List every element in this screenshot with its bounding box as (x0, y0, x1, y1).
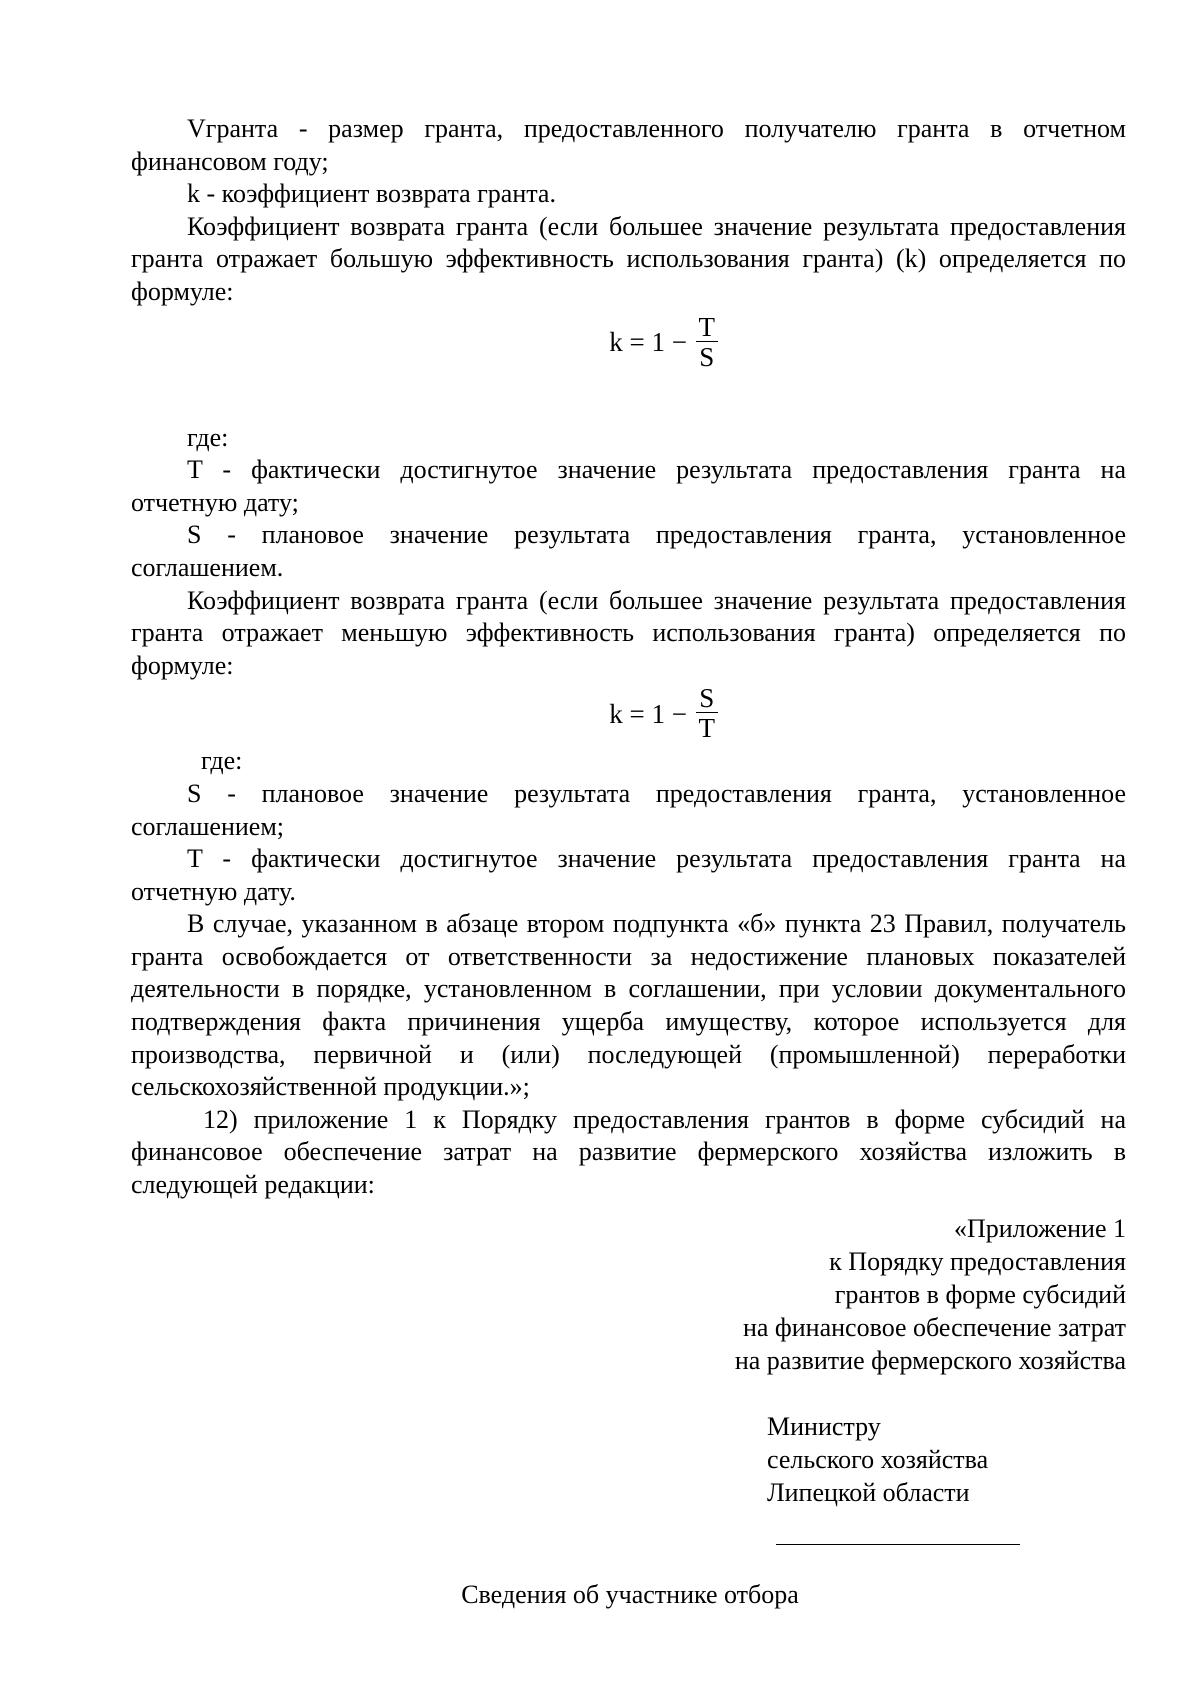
paragraph-coefficient-greater: Коэффициент возврата гранта (если большее значение результата предоставления гранта отражает большую эффективность использования гранта) (k) определяется по формуле: (131, 211, 1126, 306)
where-label: где: (187, 422, 229, 452)
fraction-numerator: T (698, 311, 715, 342)
appendix-line: на развитие фермерского хозяйства (734, 1346, 1126, 1375)
document-body (131, 113, 1126, 1202)
section-heading: Сведения об участнике отбора (461, 1580, 799, 1609)
appendix-line: на финансовое обеспечение затрат (742, 1313, 1126, 1342)
paragraph-s-definition: S - плановое значение результата предоставления гранта, установленное соглашением; (131, 778, 1126, 841)
appendix-line: к Порядку предоставления (829, 1247, 1126, 1276)
fraction-denominator: S (699, 341, 715, 372)
addressee-line: сельского хозяйства (767, 1445, 989, 1474)
paragraph-s-definition: S - плановое значение результата предоставления гранта, установленное соглашением. (131, 520, 1126, 582)
paragraph-t-definition: T - фактически достигнутое значение результата предоставления гранта на отчетную дату; (131, 455, 1126, 517)
formula-lhs: k = 1 − (609, 698, 694, 729)
fraction-denominator: T (698, 713, 715, 744)
formula-k-t-over-s (201, 313, 1126, 372)
addressee-line: Липецкой области (767, 1478, 970, 1507)
addressee-block (767, 1410, 988, 1509)
paragraph-t-definition: T - фактически достигнутое значение результата предоставления гранта на отчетную дату. (131, 844, 1126, 906)
fraction-numerator: S (699, 683, 715, 714)
fraction (696, 313, 718, 372)
paragraph-vgranta: Vгранта - размер гранта, предоставленного получателю гранта в отчетном финансовом году; (131, 114, 1126, 176)
signature-line (776, 1544, 1020, 1545)
fraction (696, 684, 718, 743)
formula-k-s-over-t (201, 684, 1126, 743)
paragraph-exemption: В случае, указанном в абзаце втором подпункта «б» пункта 23 Правил, получатель гранта освобождается от ответственности за недостижение плановых показателей деятельности в порядке, установленном в соглашении, при условии документального подтверждения факта причинения ущерба имуществу, которое используется для производства, первичной и (или) последующей (промышленной) переработки сельскохозяйственной продукции.»; (131, 909, 1126, 1102)
appendix-line: «Приложение 1 (953, 1214, 1126, 1243)
paragraph-k-definition: k - коэффициент возврата гранта. (187, 179, 556, 209)
where-label: где: (201, 746, 243, 776)
paragraph-item-12: 12) приложение 1 к Порядку предоставления грантов в форме субсидий на финансовое обеспечение затрат на развитие фермерского хозяйства изложить в следующей редакции: (131, 1104, 1126, 1200)
addressee-line: Министру (767, 1412, 881, 1441)
paragraph-coefficient-lesser: Коэффициент возврата гранта (если большее значение результата предоставления гранта отражает меньшую эффективность использования гранта) определяется по формуле: (131, 585, 1126, 680)
formula-lhs: k = 1 − (609, 326, 694, 357)
appendix-header (735, 1212, 1126, 1377)
appendix-line: грантов в форме субсидий (834, 1280, 1126, 1309)
